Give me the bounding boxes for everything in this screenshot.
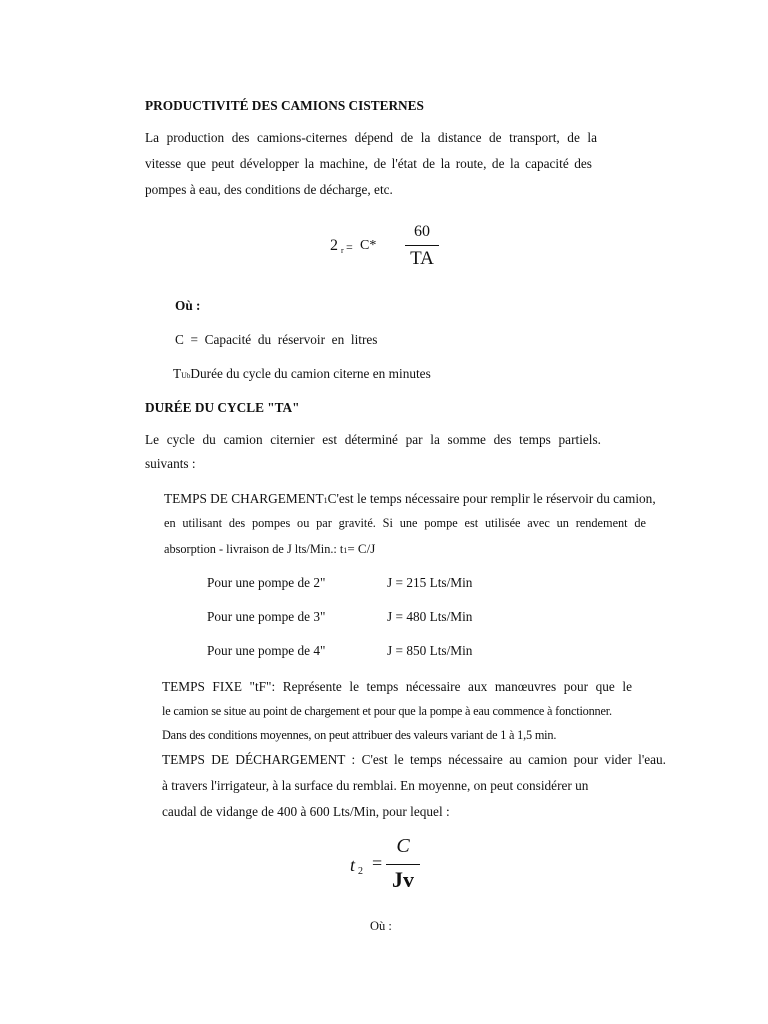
definition-ta-sub2: b bbox=[186, 372, 191, 380]
item-loading-line-3 bbox=[164, 541, 375, 557]
item-unloading-line-1: TEMPS DE DÉCHARGEMENT : C'est le temps nécessaire au camion pour vider l'eau. bbox=[162, 752, 666, 767]
section-title-cycle-duration: DURÉE DU CYCLE "TA" bbox=[145, 400, 300, 415]
formula1-equals: = bbox=[346, 240, 353, 254]
pump-label: Pour une pompe de 4" bbox=[207, 643, 326, 658]
formula2-lhs-sub: 2 bbox=[358, 866, 363, 877]
item-fixed-line-3: Dans des conditions moyennes, on peut attribuer des valeurs variant de 1 à 1,5 min. bbox=[162, 728, 557, 742]
item-loading-line3-b: = C/J bbox=[347, 541, 376, 556]
formula1-mult: C* bbox=[360, 238, 377, 253]
pump-value: J = 480 Lts/Min bbox=[387, 609, 473, 624]
definition-ta-sub: U bbox=[181, 371, 187, 380]
pump-label: Pour une pompe de 2" bbox=[207, 575, 326, 590]
definition-ta-text: Durée du cycle du camion citerne en minutes bbox=[190, 366, 431, 381]
formula1-denominator: TA bbox=[410, 248, 434, 269]
where-label-2: Où : bbox=[370, 919, 392, 933]
item-loading-head: TEMPS DE CHARGEMENT bbox=[164, 491, 324, 506]
intro-line-3: pompes à eau, des conditions de décharge, etc. bbox=[145, 182, 393, 197]
formula1-numerator: 60 bbox=[414, 223, 430, 240]
section-title-productivity: PRODUCTIVITÉ DES CAMIONS CISTERNES bbox=[145, 98, 424, 113]
formula2-fraction-bar bbox=[386, 864, 420, 865]
item-fixed-line-2: le camion se situe au point de chargement et pour que la pompe à eau commence à fonctionner. bbox=[162, 704, 612, 718]
formula2-numerator: C bbox=[396, 835, 410, 857]
pump-value: J = 850 Lts/Min bbox=[387, 643, 473, 658]
intro-line-2: vitesse que peut développer la machine, de l'état de la route, de la capacité des bbox=[145, 156, 592, 171]
item-loading-line-1 bbox=[164, 491, 656, 507]
cycle-intro-line-1: Le cycle du camion citernier est déterminé par la somme des temps partiels. bbox=[145, 432, 601, 447]
item-loading-head-rest: C'est le temps nécessaire pour remplir le réservoir du camion, bbox=[327, 491, 656, 506]
item-loading-line3-a: absorption - livraison de J lts/Min.: t bbox=[164, 542, 344, 556]
formula2-equals: = bbox=[372, 853, 383, 873]
cycle-intro-line-2: suivants : bbox=[145, 456, 196, 471]
formula2-lhs: t bbox=[350, 855, 356, 875]
definition-ta bbox=[173, 366, 431, 382]
formula1-fraction-bar bbox=[405, 245, 439, 246]
item-unloading-line-3: caudal de vidange de 400 à 600 Lts/Min, pour lequel : bbox=[162, 804, 450, 819]
pump-value: J = 215 Lts/Min bbox=[387, 575, 473, 590]
definition-c: C = Capacité du réservoir en litres bbox=[175, 332, 378, 347]
where-label-1: Où : bbox=[175, 298, 201, 313]
item-loading-line3-sub: 1 bbox=[343, 546, 348, 555]
intro-line-1: La production des camions-citernes dépend de la distance de transport, de la bbox=[145, 130, 597, 145]
item-loading-line-2: en utilisant des pompes ou par gravité. Si une pompe est utilisée avec un rendement de bbox=[164, 516, 646, 530]
formula1-left-sub: r bbox=[341, 246, 344, 255]
item-fixed-line-1: TEMPS FIXE "tF": Représente le temps nécessaire aux manœuvres pour que le bbox=[162, 679, 632, 694]
item-loading-head-sub: 1 bbox=[323, 496, 328, 505]
definition-ta-symbol: T bbox=[173, 366, 182, 381]
pump-label: Pour une pompe de 3" bbox=[207, 609, 326, 624]
item-unloading-line-2: à travers l'irrigateur, à la surface du remblai. En moyenne, on peut considérer un bbox=[162, 778, 589, 793]
formula1-left: 2 bbox=[330, 237, 338, 254]
formula2-denominator: Jv bbox=[392, 867, 414, 892]
